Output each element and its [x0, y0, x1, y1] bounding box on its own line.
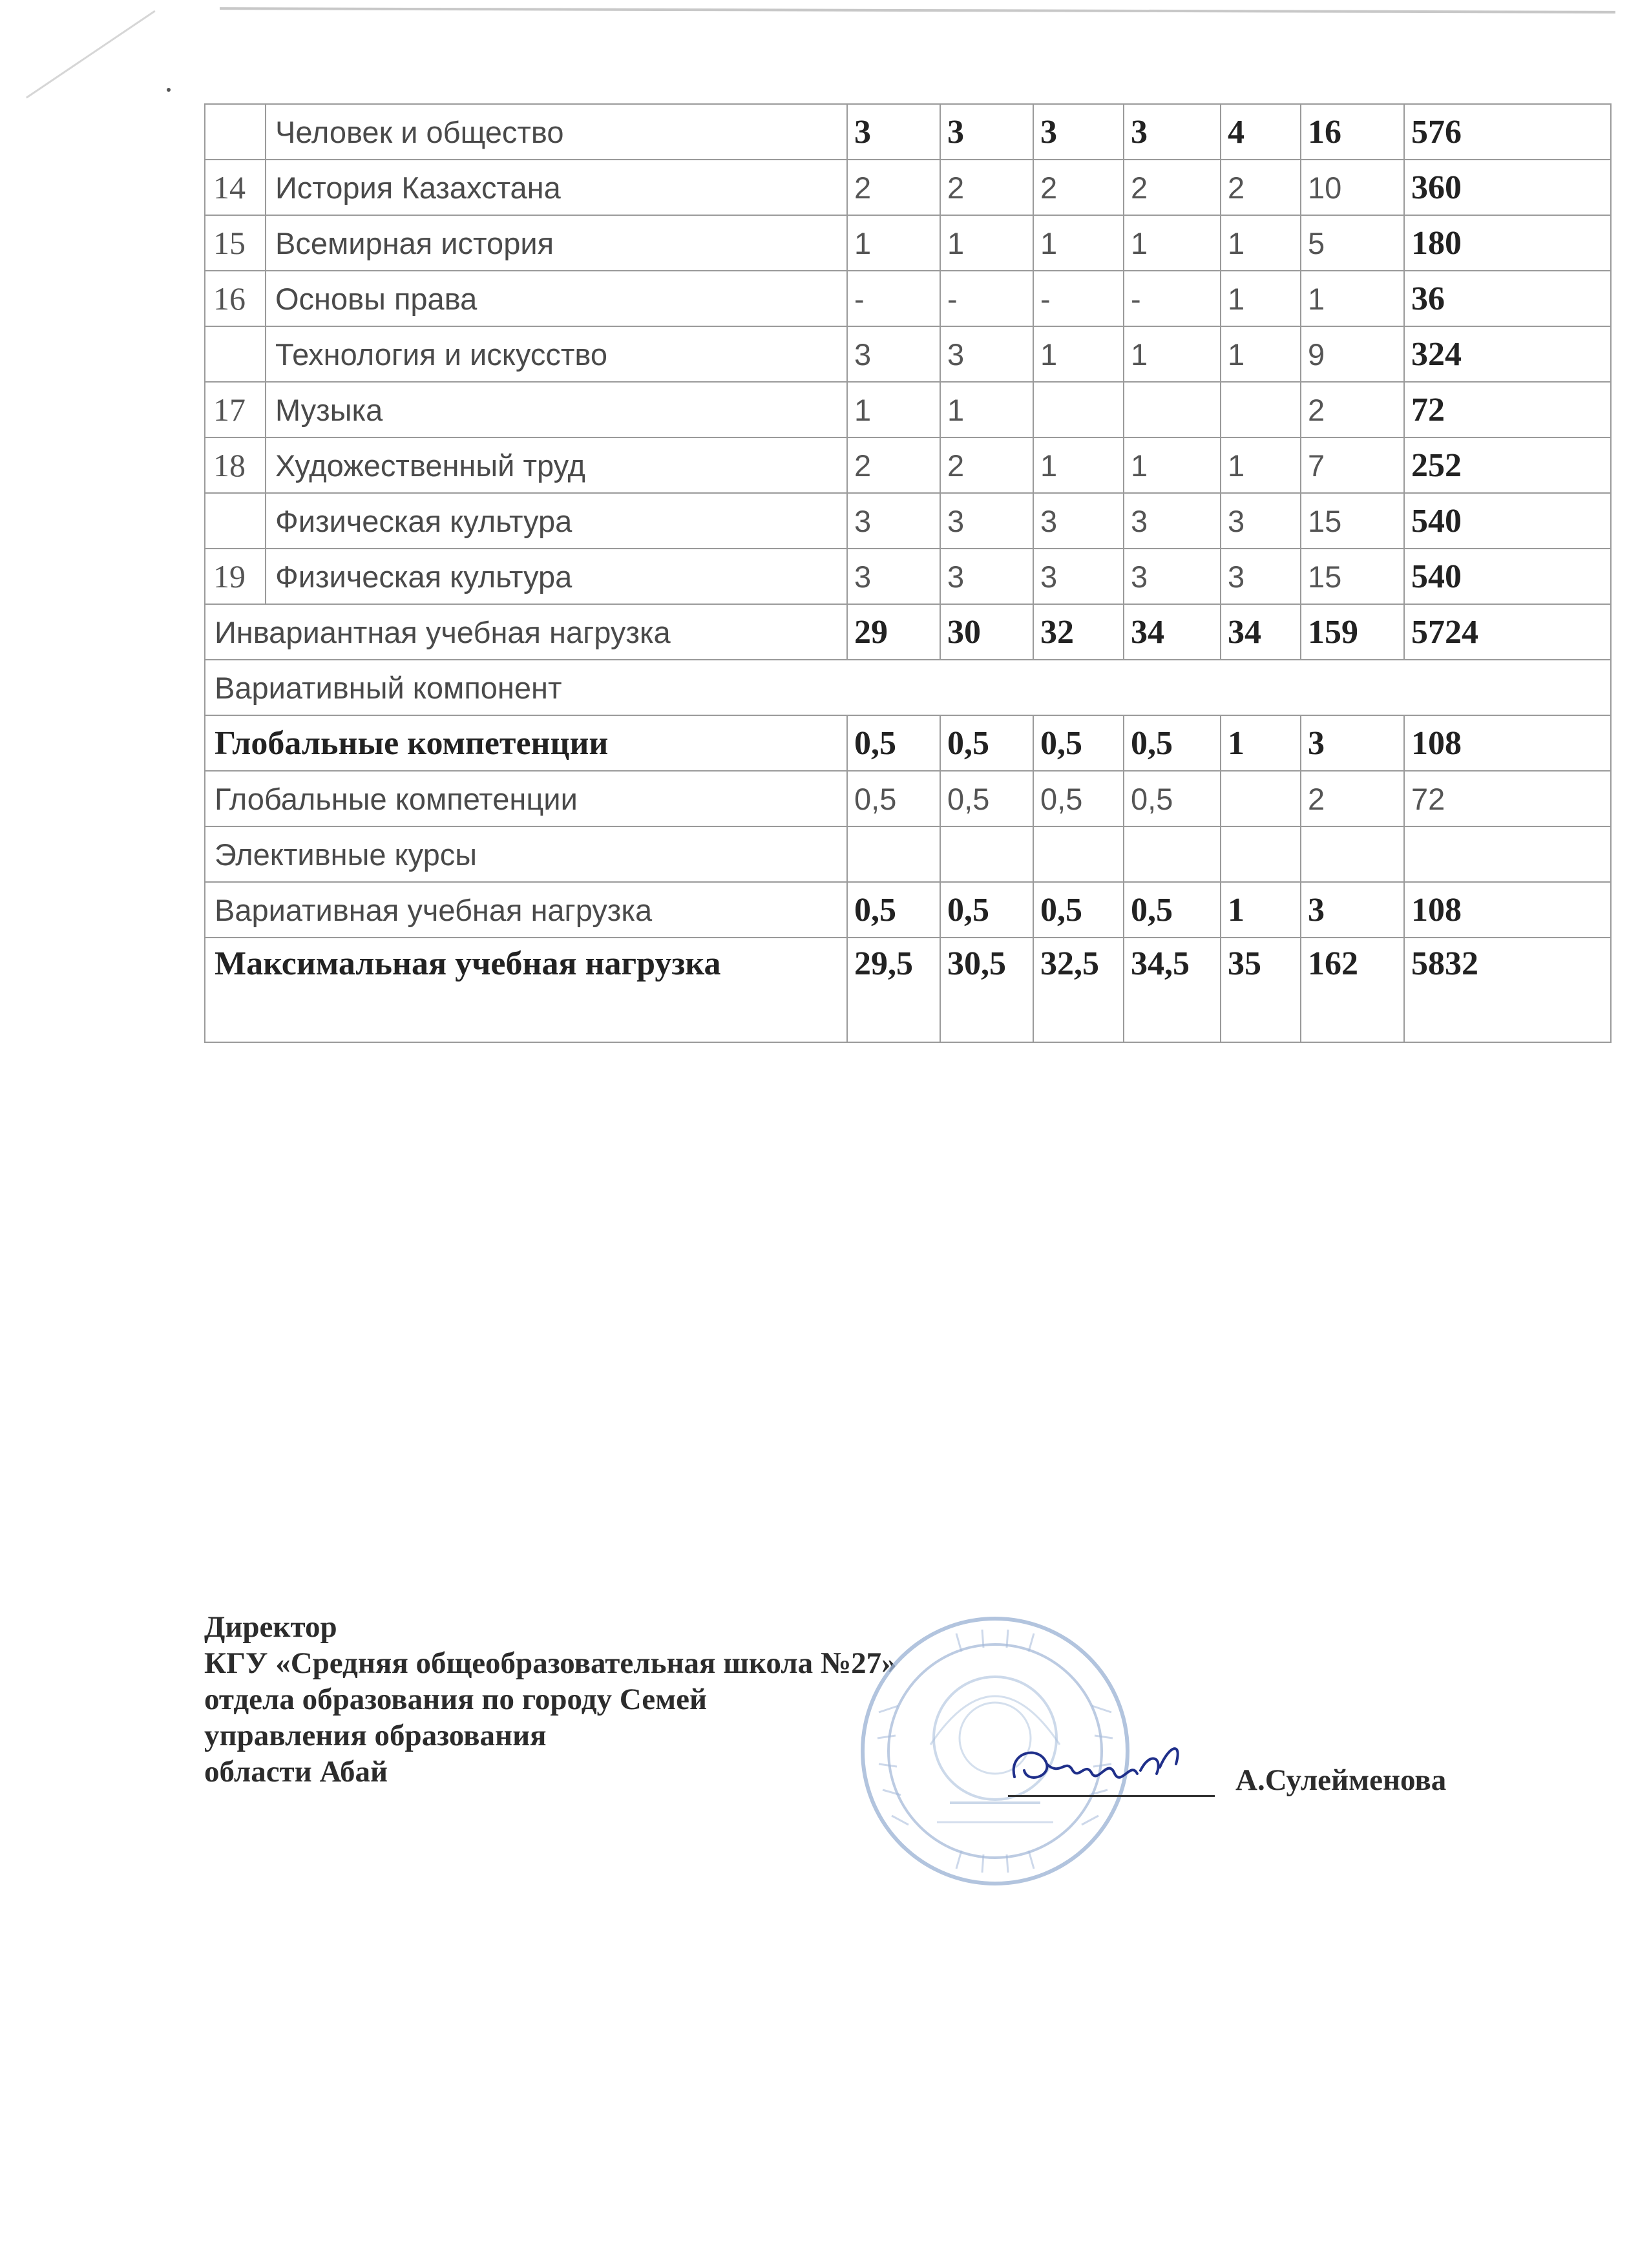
summary-label-cell: Элективные курсы: [205, 826, 847, 882]
hours-total-cell: 324: [1404, 326, 1611, 382]
grade-hours-cell: 3: [940, 549, 1033, 604]
row-number-cell: [205, 104, 266, 160]
row-number-cell: 17: [205, 382, 266, 437]
hours-total-cell: 180: [1404, 215, 1611, 271]
table-row: [205, 104, 1611, 160]
grade-hours-cell: 1: [847, 382, 940, 437]
grade-hours-cell: -: [1033, 271, 1124, 326]
grade-hours-cell: [1033, 826, 1124, 882]
hours-total-cell: 5832: [1404, 938, 1611, 1042]
weekly-total-cell: 10: [1301, 160, 1404, 215]
table-row: [205, 493, 1611, 549]
grade-hours-cell: 0,5: [847, 882, 940, 938]
table-row: [205, 882, 1611, 938]
grade-hours-cell: 3: [1124, 549, 1221, 604]
signature-line: отдела образования по городу Семей: [204, 1683, 708, 1716]
grade-hours-cell: 1: [1124, 326, 1221, 382]
table-row: [205, 938, 1611, 1042]
grade-hours-cell: 3: [1124, 493, 1221, 549]
hours-total-cell: 252: [1404, 437, 1611, 493]
weekly-total-cell: 2: [1301, 382, 1404, 437]
grade-hours-cell: 2: [1033, 160, 1124, 215]
hours-total-cell: 576: [1404, 104, 1611, 160]
summary-label-cell: Инвариантная учебная нагрузка: [205, 604, 847, 660]
grade-hours-cell: 1: [1221, 215, 1301, 271]
grade-hours-cell: 2: [1221, 160, 1301, 215]
grade-hours-cell: 4: [1221, 104, 1301, 160]
weekly-total-cell: 15: [1301, 493, 1404, 549]
grade-hours-cell: [1221, 771, 1301, 826]
hours-total-cell: 36: [1404, 271, 1611, 326]
table-row: [205, 326, 1611, 382]
summary-label-cell: Максимальная учебная нагрузка: [205, 938, 847, 1042]
grade-hours-cell: 3: [1033, 549, 1124, 604]
scan-speck: [167, 88, 171, 92]
signature-block: [204, 1609, 897, 1790]
grade-hours-cell: 2: [847, 160, 940, 215]
section-header-cell: Вариативный компонент: [205, 660, 1611, 715]
grade-hours-cell: 3: [940, 104, 1033, 160]
grade-hours-cell: 1: [847, 215, 940, 271]
scan-edge-left: [26, 10, 156, 99]
grade-hours-cell: 3: [847, 493, 940, 549]
scan-edge-top: [220, 7, 1615, 14]
grade-hours-cell: 2: [940, 437, 1033, 493]
grade-hours-cell: 0,5: [1033, 715, 1124, 771]
weekly-total-cell: 162: [1301, 938, 1404, 1042]
weekly-total-cell: 3: [1301, 882, 1404, 938]
subject-name-cell: Художественный труд: [266, 437, 847, 493]
grade-hours-cell: 1: [1124, 215, 1221, 271]
grade-hours-cell: 0,5: [1033, 882, 1124, 938]
grade-hours-cell: 0,5: [940, 882, 1033, 938]
row-number-cell: 19: [205, 549, 266, 604]
grade-hours-cell: 1: [1033, 437, 1124, 493]
grade-hours-cell: 3: [1124, 104, 1221, 160]
table-row: [205, 215, 1611, 271]
grade-hours-cell: [1033, 382, 1124, 437]
grade-hours-cell: [847, 826, 940, 882]
table-row: [205, 271, 1611, 326]
row-number-cell: 15: [205, 215, 266, 271]
grade-hours-cell: 3: [847, 326, 940, 382]
hours-total-cell: 72: [1404, 382, 1611, 437]
grade-hours-cell: 34: [1124, 604, 1221, 660]
grade-hours-cell: [940, 826, 1033, 882]
table-row: [205, 715, 1611, 771]
hours-total-cell: 540: [1404, 493, 1611, 549]
weekly-total-cell: 5: [1301, 215, 1404, 271]
weekly-total-cell: 15: [1301, 549, 1404, 604]
hours-total-cell: 72: [1404, 771, 1611, 826]
table-row: [205, 604, 1611, 660]
grade-hours-cell: [1221, 826, 1301, 882]
grade-hours-cell: 29,5: [847, 938, 940, 1042]
grade-hours-cell: 30: [940, 604, 1033, 660]
grade-hours-cell: 3: [847, 549, 940, 604]
grade-hours-cell: 34,5: [1124, 938, 1221, 1042]
grade-hours-cell: 1: [1033, 326, 1124, 382]
hours-total-cell: 108: [1404, 715, 1611, 771]
grade-hours-cell: 3: [1221, 549, 1301, 604]
weekly-total-cell: 3: [1301, 715, 1404, 771]
grade-hours-cell: 1: [940, 382, 1033, 437]
signature-line: КГУ «Средняя общеобразовательная школа №27»: [204, 1646, 897, 1680]
grade-hours-cell: 1: [1221, 271, 1301, 326]
grade-hours-cell: 3: [940, 326, 1033, 382]
weekly-total-cell: 7: [1301, 437, 1404, 493]
grade-hours-cell: 32,5: [1033, 938, 1124, 1042]
weekly-total-cell: 16: [1301, 104, 1404, 160]
grade-hours-cell: 0,5: [1124, 771, 1221, 826]
grade-hours-cell: 29: [847, 604, 940, 660]
table-row: [205, 549, 1611, 604]
grade-hours-cell: 0,5: [1124, 882, 1221, 938]
signature-line: управления образования: [204, 1719, 547, 1752]
hours-total-cell: [1404, 826, 1611, 882]
row-number-cell: [205, 493, 266, 549]
row-number-cell: [205, 326, 266, 382]
table-row: [205, 660, 1611, 715]
grade-hours-cell: 30,5: [940, 938, 1033, 1042]
table-row: [205, 160, 1611, 215]
grade-hours-cell: [1124, 826, 1221, 882]
grade-hours-cell: 3: [940, 493, 1033, 549]
grade-hours-cell: -: [1124, 271, 1221, 326]
grade-hours-cell: 2: [940, 160, 1033, 215]
grade-hours-cell: [1221, 382, 1301, 437]
grade-hours-cell: 2: [1124, 160, 1221, 215]
subject-name-cell: Физическая культура: [266, 493, 847, 549]
grade-hours-cell: 0,5: [940, 715, 1033, 771]
hours-total-cell: 108: [1404, 882, 1611, 938]
grade-hours-cell: 35: [1221, 938, 1301, 1042]
grade-hours-cell: 0,5: [847, 771, 940, 826]
subject-name-cell: Человек и общество: [266, 104, 847, 160]
row-number-cell: 14: [205, 160, 266, 215]
grade-hours-cell: 0,5: [1124, 715, 1221, 771]
grade-hours-cell: 3: [1033, 493, 1124, 549]
grade-hours-cell: 1: [1033, 215, 1124, 271]
signature-line: области Абай: [204, 1755, 388, 1789]
row-number-cell: 16: [205, 271, 266, 326]
curriculum-table: [204, 103, 1612, 1043]
subject-name-cell: Всемирная история: [266, 215, 847, 271]
subject-name-cell: История Казахстана: [266, 160, 847, 215]
grade-hours-cell: -: [940, 271, 1033, 326]
grade-hours-cell: [1124, 382, 1221, 437]
row-number-cell: 18: [205, 437, 266, 493]
grade-hours-cell: 1: [1221, 326, 1301, 382]
table-row: [205, 437, 1611, 493]
hours-total-cell: 5724: [1404, 604, 1611, 660]
grade-hours-cell: 32: [1033, 604, 1124, 660]
summary-label-cell: Глобальные компетенции: [205, 715, 847, 771]
hours-total-cell: 540: [1404, 549, 1611, 604]
grade-hours-cell: 2: [847, 437, 940, 493]
weekly-total-cell: 1: [1301, 271, 1404, 326]
grade-hours-cell: 0,5: [1033, 771, 1124, 826]
director-handwritten-signature: [1002, 1738, 1215, 1796]
subject-name-cell: Физическая культура: [266, 549, 847, 604]
table-row: [205, 771, 1611, 826]
table-row: [205, 826, 1611, 882]
signature-underline: [1008, 1795, 1215, 1797]
weekly-total-cell: [1301, 826, 1404, 882]
summary-label-cell: Вариативная учебная нагрузка: [205, 882, 847, 938]
signature-line: Директор: [204, 1610, 337, 1644]
director-name: А.Сулейменова: [1235, 1763, 1447, 1797]
table-row: [205, 382, 1611, 437]
weekly-total-cell: 159: [1301, 604, 1404, 660]
grade-hours-cell: 3: [847, 104, 940, 160]
grade-hours-cell: 1: [1221, 715, 1301, 771]
grade-hours-cell: 1: [940, 215, 1033, 271]
grade-hours-cell: 1: [1221, 882, 1301, 938]
summary-label-cell: Глобальные компетенции: [205, 771, 847, 826]
subject-name-cell: Музыка: [266, 382, 847, 437]
grade-hours-cell: -: [847, 271, 940, 326]
weekly-total-cell: 2: [1301, 771, 1404, 826]
hours-total-cell: 360: [1404, 160, 1611, 215]
subject-name-cell: Основы права: [266, 271, 847, 326]
grade-hours-cell: 0,5: [940, 771, 1033, 826]
subject-name-cell: Технология и искусство: [266, 326, 847, 382]
grade-hours-cell: 3: [1033, 104, 1124, 160]
weekly-total-cell: 9: [1301, 326, 1404, 382]
grade-hours-cell: 34: [1221, 604, 1301, 660]
grade-hours-cell: 0,5: [847, 715, 940, 771]
grade-hours-cell: 3: [1221, 493, 1301, 549]
grade-hours-cell: 1: [1221, 437, 1301, 493]
grade-hours-cell: 1: [1124, 437, 1221, 493]
